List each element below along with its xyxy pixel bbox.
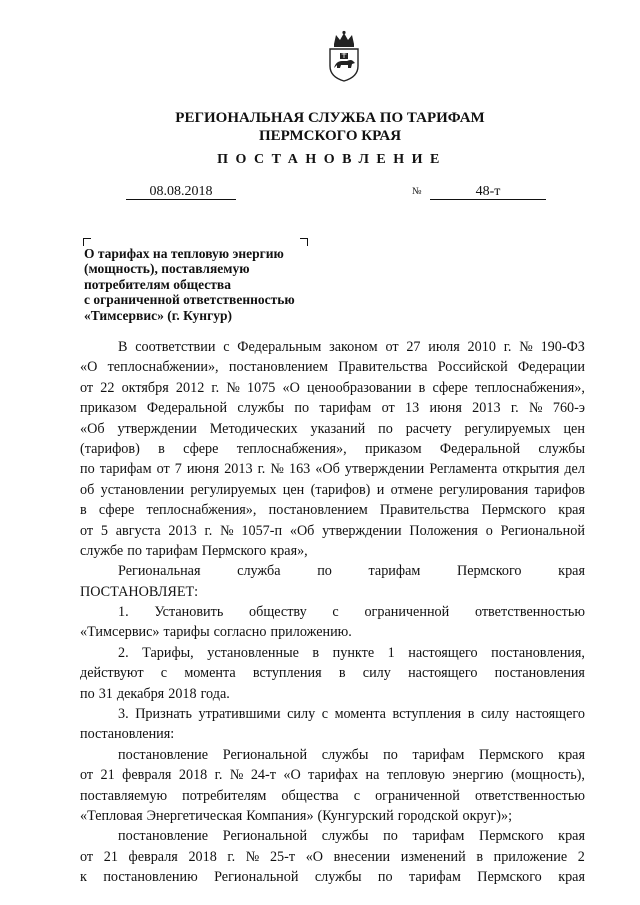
body-line: постановление Региональной службы по тарифам Пермского края xyxy=(118,828,585,845)
document-body xyxy=(80,337,585,888)
subject-bracket-left xyxy=(83,238,91,246)
coat-of-arms-icon xyxy=(327,30,361,82)
body-line: «Тепловая Энергетическая Компания» (Кунгурский городской округ)»; xyxy=(80,807,513,824)
body-line: от 5 августа 2013 г. № 1057-п «Об утверждении Положения о Региональной xyxy=(80,522,585,539)
organization-name-line2: ПЕРМСКОГО КРАЯ xyxy=(258,128,402,144)
body-line: (тарифов) в сфере теплоснабжения», приказом Федеральной службы xyxy=(80,440,585,457)
body-line: об установлении регулируемых цен (тарифов) и отмене регулирования тарифов xyxy=(80,481,585,498)
body-line: от 21 февраля 2018 г. № 25-т «О внесении изменений в приложение 2 xyxy=(80,848,585,865)
body-line: «Об утверждении Методических указаний по расчету регулируемых цен xyxy=(80,420,585,437)
body-line: «О теплоснабжении», постановлением Правительства Российской Федерации xyxy=(80,359,585,376)
body-line: от 22 октября 2012 г. № 1075 «О ценообразовании в сфере теплоснабжения», xyxy=(80,379,585,396)
subject-line: (мощность), поставляемую xyxy=(84,261,250,277)
body-line: постановление Региональной службы по тарифам Пермского края xyxy=(118,746,585,763)
document-date: 08.08.2018 xyxy=(126,184,236,200)
body-line: по тарифам от 7 июня 2013 г. № 163 «Об утверждении Регламента открытия дел xyxy=(80,461,585,478)
body-line: приказом Федеральной службы по тарифам от 13 июня 2013 г. № 760-э xyxy=(80,400,585,417)
body-line: «Тимсервис» тарифы согласно приложению. xyxy=(80,624,352,641)
body-line: к постановлению Региональной службы по тарифам Пермского края xyxy=(80,869,585,886)
organization-name-line1: РЕГИОНАЛЬНАЯ СЛУЖБА ПО ТАРИФАМ xyxy=(175,110,485,126)
document-number: 48-т xyxy=(430,184,546,200)
body-line: службе по тарифам Пермского края», xyxy=(80,542,308,559)
body-line: по 31 декабря 2018 года. xyxy=(80,685,230,702)
subject-bracket-right xyxy=(300,238,308,246)
body-line: поставляемую потребителям общества с ограниченной ответственностью xyxy=(80,787,585,804)
subject-line: потребителям общества xyxy=(84,276,231,292)
document-subject xyxy=(84,246,364,323)
body-line: от 21 февраля 2018 г. № 24-т «О тарифах на тепловую энергию (мощность), xyxy=(80,767,585,784)
body-line: 2. Тарифы, установленные в пункте 1 настоящего постановления, xyxy=(118,644,585,661)
subject-line: «Тимсервис» (г. Кунгур) xyxy=(84,307,232,323)
body-line: действуют с момента вступления в силу настоящего постановления xyxy=(80,665,585,682)
body-line: в сфере теплоснабжения», постановлением Правительства Пермского края xyxy=(80,502,585,519)
body-line: ПОСТАНОВЛЯЕТ: xyxy=(80,583,199,600)
body-line: Региональная служба по тарифам Пермского края xyxy=(118,563,585,580)
body-line: 3. Признать утратившими силу с момента вступления в силу настоящего xyxy=(118,706,585,723)
body-line: В соответствии с Федеральным законом от 27 июля 2010 г. № 190-ФЗ xyxy=(118,339,585,355)
document-number-label: № xyxy=(412,186,422,197)
body-line: постановления: xyxy=(80,726,175,743)
body-line: 1. Установить обществу с ограниченной ответственностью xyxy=(118,604,585,621)
subject-line: с ограниченной ответственностью xyxy=(84,292,295,308)
subject-line: О тарифах на тепловую энергию xyxy=(84,246,284,261)
document-type-title: ПОСТАНОВЛЕНИЕ xyxy=(217,152,447,167)
